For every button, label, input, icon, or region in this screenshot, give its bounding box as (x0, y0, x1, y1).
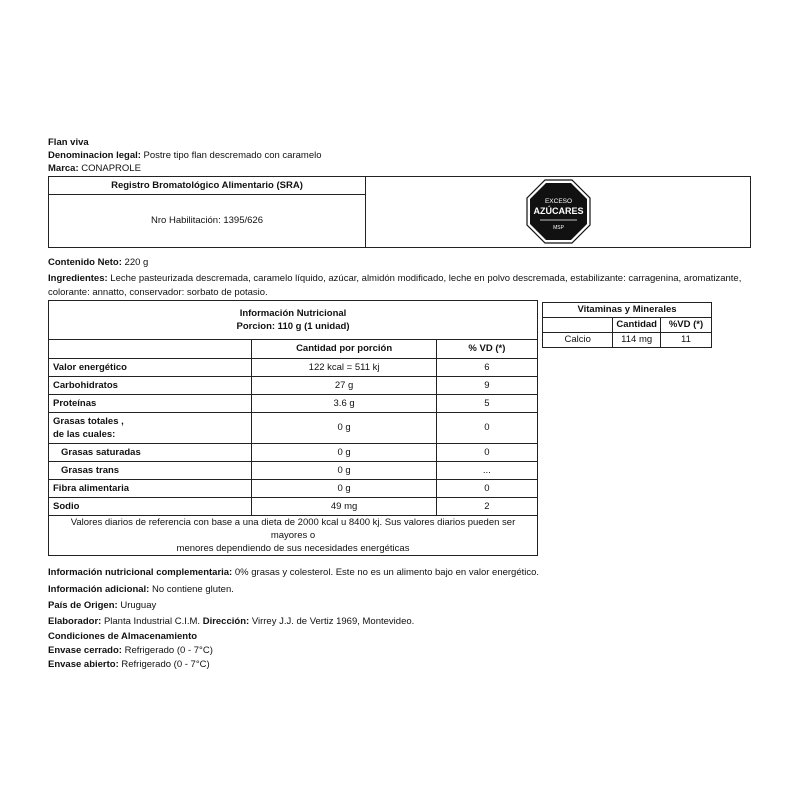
storage-open (48, 659, 210, 671)
vitamins-title: Vitaminas y Minerales (543, 303, 712, 318)
additional-info (48, 584, 234, 596)
ingredients-label: Ingredientes: (48, 273, 108, 284)
open-label: Envase abierto: (48, 659, 119, 670)
nutrition-col-amount: Cantidad por porción (252, 340, 436, 359)
table-row (49, 498, 538, 516)
vitamins-column-header-row (543, 318, 712, 333)
net-content (48, 257, 148, 269)
nutrient-name: Proteínas (49, 395, 252, 413)
nutrition-portion: Porcion: 110 g (1 unidad) (236, 321, 350, 332)
seal-line2: AZÚCARES (533, 206, 584, 216)
nutrient-name: Valor energético (49, 359, 252, 377)
nutrient-name: Fibra alimentaria (49, 480, 252, 498)
nutrition-col-name (49, 340, 252, 359)
table-row (49, 413, 538, 444)
nutrient-amount: 122 kcal = 511 kj (252, 359, 436, 377)
nutrient-name: Grasas saturadas (49, 444, 252, 462)
nutrient-amount: 49 mg (252, 498, 436, 516)
table-row (49, 444, 538, 462)
nutrient-amount: 0 g (252, 462, 436, 480)
registry-panel (49, 177, 366, 247)
open-value: Refrigerado (0 - 7°C) (121, 659, 210, 670)
address-value: Virrey J.J. de Vertiz 1969, Montevideo. (251, 616, 415, 627)
brand-value: CONAPROLE (81, 163, 141, 174)
nutrient-name: Carbohidratos (49, 377, 252, 395)
vitamin-vd: 11 (660, 333, 711, 348)
table-row (49, 462, 538, 480)
vitamins-title-row (543, 303, 712, 318)
table-row (543, 333, 712, 348)
vitamins-col-amount: Cantidad (613, 318, 661, 333)
maker-value: Planta Industrial C.I.M. (103, 616, 201, 627)
storage-closed (48, 645, 213, 657)
footnote-line2: menores dependiendo de sus necesidades energéticas (176, 543, 410, 554)
nutrient-amount: 0 g (252, 444, 436, 462)
origin-value: Uruguay (120, 600, 157, 611)
nutrition-title: Información Nutricional (239, 308, 347, 319)
ingredients-line1 (48, 273, 741, 285)
nutrient-name: Sodio (49, 498, 252, 516)
net-content-value: 220 g (124, 257, 149, 268)
storage-title: Condiciones de Almacenamiento (48, 631, 198, 642)
table-row (49, 359, 538, 377)
additional-value: No contiene gluten. (152, 584, 234, 595)
octagon-seal-icon (526, 179, 591, 244)
nutrition-footnote-row (49, 516, 538, 556)
address-label: Dirección: (202, 616, 250, 627)
complementary-value: 0% grasas y colesterol. Este no es un alimento bajo en valor energético. (234, 567, 540, 578)
nutrient-vd: 9 (436, 377, 537, 395)
brand-label: Marca: (48, 163, 79, 174)
vitamin-amount: 114 mg (613, 333, 661, 348)
maker-label: Elaborador: (48, 616, 102, 627)
legal-denomination (48, 150, 322, 162)
nutrient-amount: 3.6 g (252, 395, 436, 413)
ingredients-text: Leche pasteurizada descremada, caramelo líquido, azúcar, almidón modificado, leche en polvo descremada, estabilizante: carragenina, aromatizante, (110, 273, 742, 284)
nutrient-name (49, 413, 252, 444)
ingredients-line2: colorante: annatto, conservador: sorbato de potasio. (48, 287, 268, 298)
product-name: Flan viva (48, 137, 89, 148)
nutrient-vd: 0 (436, 444, 537, 462)
closed-value: Refrigerado (0 - 7°C) (124, 645, 213, 656)
legal-label: Denominacion legal: (48, 150, 141, 161)
vitamins-col-vd: %VD (*) (660, 318, 711, 333)
vitamin-name: Calcio (543, 333, 613, 348)
net-content-label: Contenido Neto: (48, 257, 122, 268)
origin-info (48, 600, 156, 612)
complementary-info (48, 567, 539, 579)
origin-label: País de Origen: (48, 600, 118, 611)
nutrient-vd: ... (436, 462, 537, 480)
nutrient-vd: 6 (436, 359, 537, 377)
additional-label: Información adicional: (48, 584, 150, 595)
nutrition-table (48, 300, 538, 556)
registry-habilitacion: Nro Habilitación: 1395/626 (151, 215, 263, 226)
seal-line1: EXCESO (544, 198, 573, 205)
nutrient-vd: 0 (436, 413, 537, 444)
vitamins-table (542, 302, 712, 348)
registry-title: Registro Bromatológico Alimentario (SRA) (49, 177, 365, 195)
table-row (49, 480, 538, 498)
table-row (49, 395, 538, 413)
registry-box (48, 176, 751, 248)
nutrient-amount: 0 g (252, 480, 436, 498)
nutrition-footnote (49, 516, 538, 556)
footnote-line1: Valores diarios de referencia con base a una dieta de 2000 kcal u 8400 kj. Sus valores diarios pueden ser mayores o (70, 517, 516, 541)
nutrient-amount: 27 g (252, 377, 436, 395)
nutrition-header (49, 301, 538, 340)
table-row (49, 377, 538, 395)
nutrition-header-row (49, 301, 538, 340)
nutrient-vd: 5 (436, 395, 537, 413)
warning-seal (526, 179, 591, 244)
nutrient-name-line1: Grasas totales , (53, 416, 124, 427)
seal-line3: MSP (553, 225, 564, 231)
nutrient-amount: 0 g (252, 413, 436, 444)
nutrient-vd: 0 (436, 480, 537, 498)
vitamins-col-name (543, 318, 613, 333)
maker-info (48, 616, 414, 628)
nutrition-col-vd: % VD (*) (436, 340, 537, 359)
legal-value: Postre tipo flan descremado con caramelo (143, 150, 322, 161)
nutrition-column-header-row (49, 340, 538, 359)
nutrient-name: Grasas trans (49, 462, 252, 480)
nutrient-vd: 2 (436, 498, 537, 516)
complementary-label: Información nutricional complementaria: (48, 567, 233, 578)
nutrient-name-line2: de las cuales: (53, 429, 116, 440)
closed-label: Envase cerrado: (48, 645, 122, 656)
brand-line (48, 163, 141, 175)
